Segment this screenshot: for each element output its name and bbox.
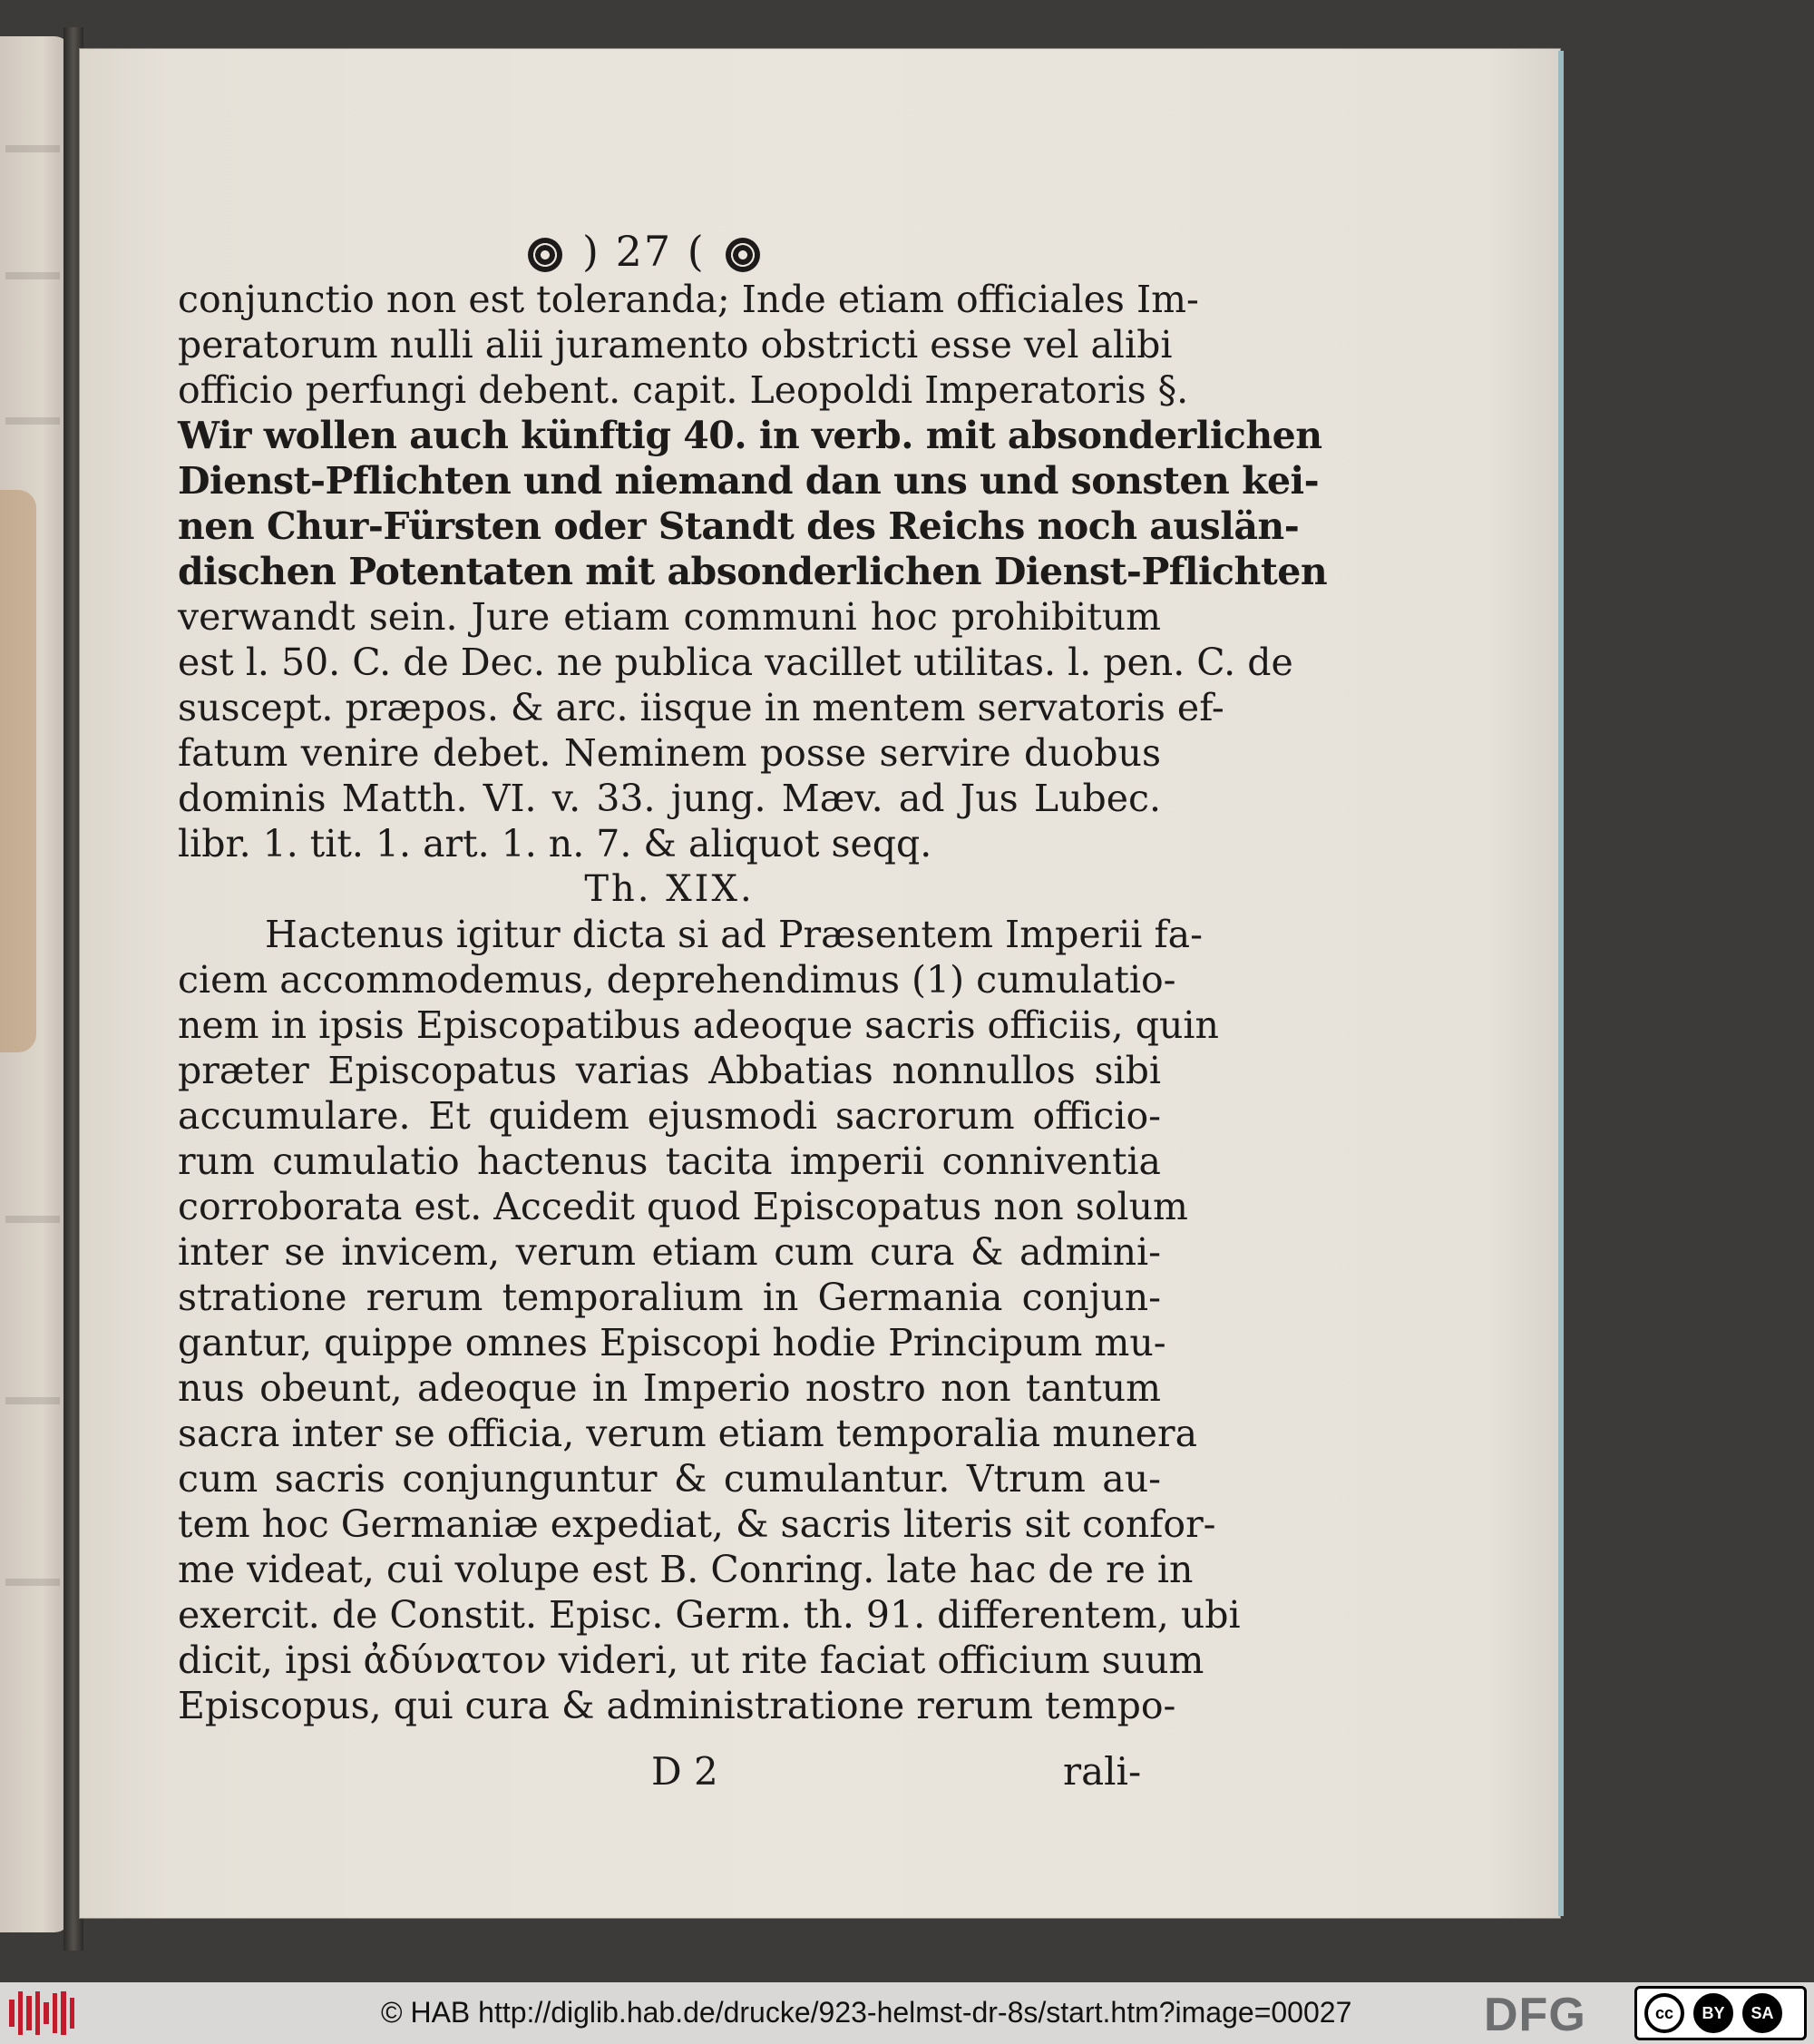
ink-bleed [5,145,60,152]
text-line: Th. XIX. [584,868,755,910]
text-line: est l. 50. C. de Dec. ne publica vacillet utilitas. l. pen. C. de [178,641,1293,684]
ink-bleed [5,272,60,279]
page-number-head: ) 27 ( [582,227,706,276]
text-line: conjunctio non est toleranda; Inde etiam officiales Im- [178,278,1199,321]
viewer-footer [0,1982,1814,2044]
running-head [508,227,780,276]
text-line: gantur, quippe omnes Episcopi hodie Principum mu- [178,1321,1166,1364]
text-line: corroborata est. Accedit quod Episcopatus non solum [178,1185,1188,1228]
paper-stain [0,490,36,1052]
page-edge [1558,51,1564,1916]
text-line: dicit, ipsi ἀδύνατον videri, ut rite faciat officium suum [178,1638,1204,1682]
text-line: cum sacris conjunguntur & cumulantur. Vtrum au- [178,1457,1161,1501]
text-line: nem in ipsis Episcopatibus adeoque sacris officiis, quin [178,1003,1219,1047]
fleuron-ornament-icon [528,238,562,272]
citation-link[interactable]: © HAB http://diglib.hab.de/drucke/923-helmst-dr-8s/start.htm?image=00027 [381,1996,1352,2029]
ink-bleed [5,417,60,425]
text-line: tem hoc Germaniæ expediat, & sacris literis sit confor- [178,1502,1216,1546]
text-line: suscept. præpos. & arc. iisque in mentem servatoris ef- [178,686,1224,729]
text-line: accumulare. Et quidem ejusmodi sacrorum officio- [178,1094,1161,1138]
fleuron-ornament-icon [726,238,760,272]
hab-barcode-logo-icon [9,1991,74,2035]
text-line: stratione rerum temporalium in Germania conjun- [178,1276,1161,1319]
text-line: Wir wollen auch künftig 40. in verb. mit absonderlichen [178,414,1322,457]
text-line: fatum venire debet. Neminem posse servire duobus [178,731,1161,775]
text-line: inter se invicem, verum etiam cum cura & admini- [178,1230,1161,1274]
text-line: nus obeunt, adeoque in Imperio nostro non tantum [178,1366,1161,1410]
cc-icon: cc [1644,1993,1684,2033]
sa-icon: SA [1742,1993,1782,2033]
text-line: Dienst-Pflichten und niemand dan uns und sonsten kei- [178,459,1320,503]
text-line: exercit. de Constit. Episc. Germ. th. 91. differentem, ubi [178,1593,1241,1637]
text-line: Hactenus igitur dicta si ad Præsentem Imperii fa- [265,913,1203,956]
text-line: præter Episcopatus varias Abbatias nonnullos sibi [178,1049,1161,1092]
ink-bleed [5,1579,60,1586]
text-line: nen Chur-Fürsten oder Standt des Reichs noch auslän- [178,504,1300,548]
catchword: rali- [1063,1749,1142,1794]
text-line: dischen Potentaten mit absonderlichen Dienst-Pflichten [178,550,1328,593]
signature-mark: D 2 [651,1749,718,1794]
cc-license-badge[interactable] [1634,1986,1807,2040]
ink-bleed [5,1397,60,1404]
text-line: verwandt sein. Jure etiam communi hoc prohibitum [178,595,1161,639]
dfg-logo: DFG [1484,1989,1586,2041]
previous-page-edge [0,36,71,1932]
by-icon: BY [1693,1993,1733,2033]
text-line: dominis Matth. VI. v. 33. jung. Mæv. ad Jus Lubec. [178,777,1161,820]
text-line: peratorum nulli alii juramento obstricti esse vel alibi [178,323,1173,367]
text-line: sacra inter se officia, verum etiam temporalia munera [178,1412,1198,1455]
text-line: me videat, cui volupe est B. Conring. late hac de re in [178,1548,1194,1591]
text-line: ciem accommodemus, deprehendimus (1) cumulatio- [178,958,1176,1002]
text-line: officio perfungi debent. capit. Leopoldi Imperatoris §. [178,368,1189,412]
text-line: Episcopus, qui cura & administratione rerum tempo- [178,1684,1176,1727]
text-line: rum cumulatio hactenus tacita imperii conniventia [178,1139,1161,1183]
body-text [178,277,1328,1728]
text-line: libr. 1. tit. 1. art. 1. n. 7. & aliquot seqq. [178,822,932,866]
ink-bleed [5,1216,60,1223]
